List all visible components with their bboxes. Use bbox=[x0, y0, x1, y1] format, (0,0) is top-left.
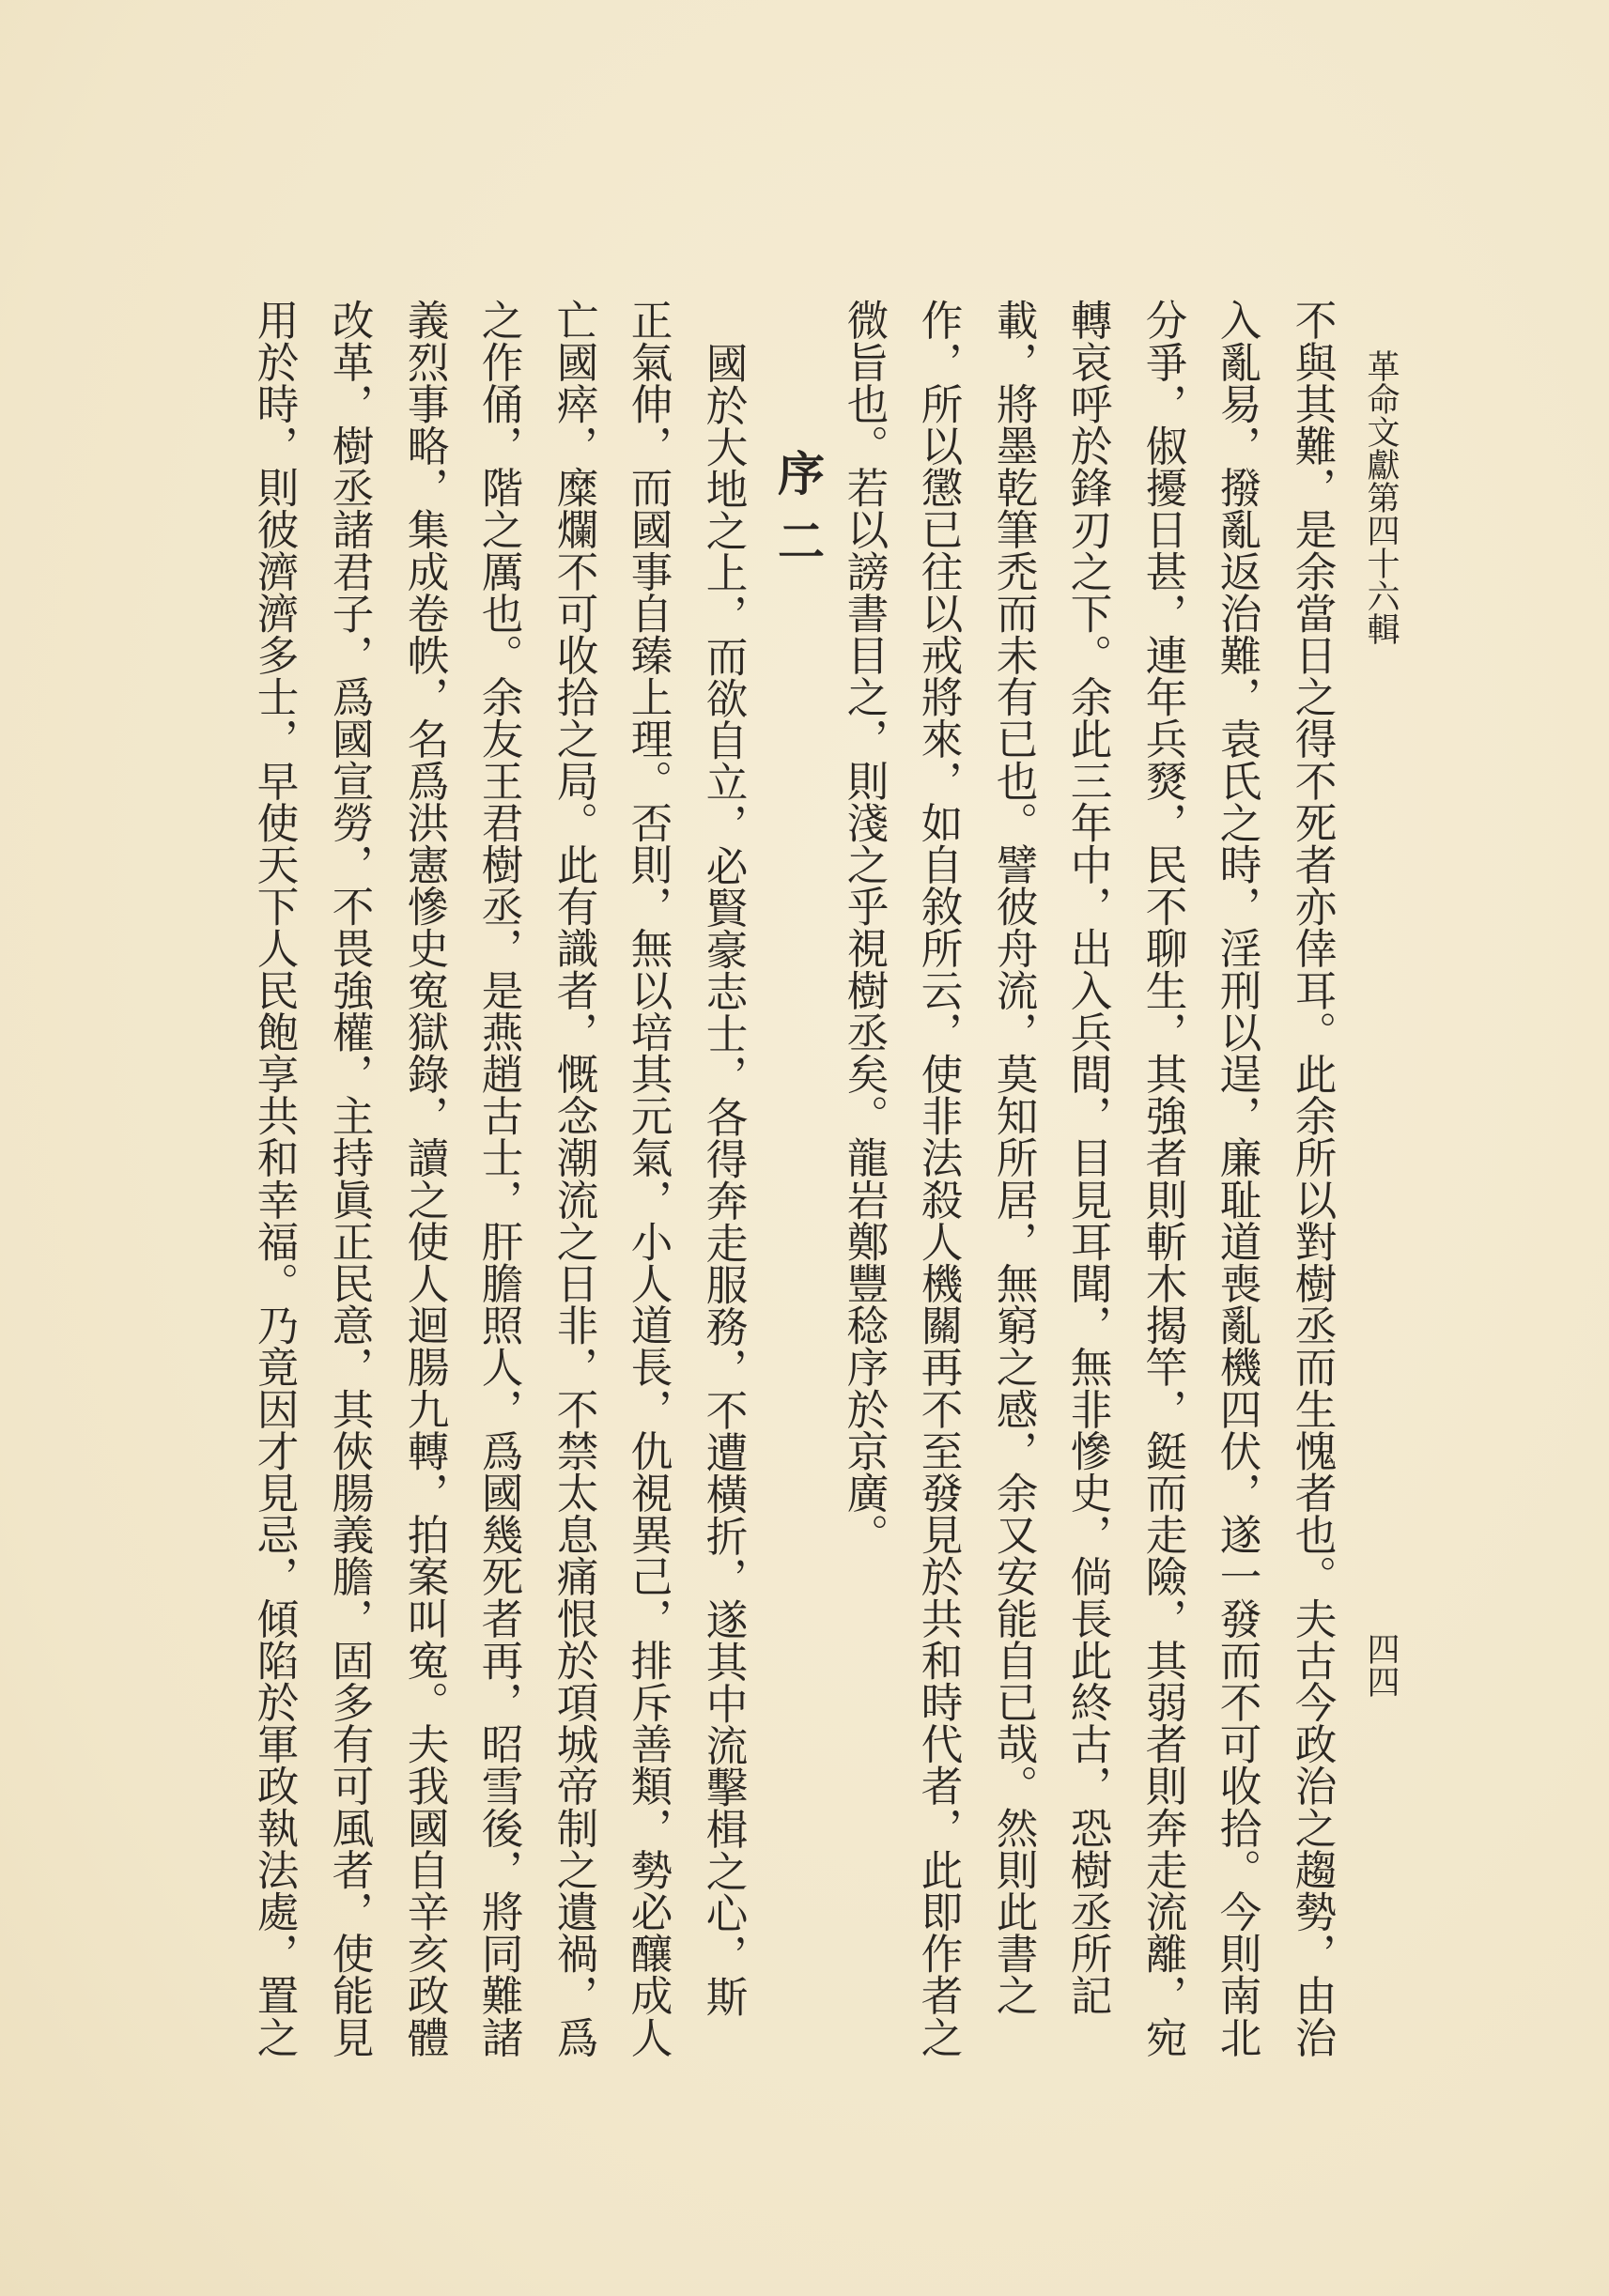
text-column-12: 義烈事略，集成卷帙，名爲洪憲慘史寃獄錄，讀之使人迴腸九轉，拍案叫寃。夫我國自辛亥政體 bbox=[400, 299, 449, 2058]
text-column-11: 之作俑，階之厲也。余友王君樹丞，是燕趙古士，肝膽照人，爲國幾死者再，昭雪後，將同難諸 bbox=[474, 299, 523, 2058]
text-column-6: 作，所以懲已往以戒將來，如自敘所云，使非法殺人機關再不至發見於共和時代者，此即作者之 bbox=[914, 299, 963, 2058]
text-column-1: 不與其難，是余當日之得不死者亦倖耳。此余所以對樹丞而生愧者也。夫古今政治之趨勢，由治 bbox=[1288, 299, 1337, 2058]
text-column-9: 正氣伸，而國事自臻上理。否則，無以培其元氣，小人道長，仇視異己，排斥善類，勢必釀成人 bbox=[624, 299, 673, 2058]
section-heading: 序二 bbox=[770, 449, 826, 584]
page-number: 四四 bbox=[1362, 1632, 1400, 1698]
text-column-3: 分爭，俶擾日甚，連年兵燹，民不聊生，其強者則斬木揭竿，鋌而走險，其弱者則奔走流離，宛 bbox=[1138, 299, 1187, 2058]
text-column-7: 微旨也。若以謗書目之，則淺之乎視樹丞矣。龍岩鄭豐稔序於京廣。 bbox=[840, 299, 889, 1555]
running-header-title: 革命文獻第四十六輯 bbox=[1362, 349, 1400, 645]
text-column-2: 入亂易，撥亂返治難，袁氏之時，淫刑以逞，廉耻道喪亂機四伏，遂一發而不可收拾。今則南北 bbox=[1213, 299, 1261, 2058]
text-column-13: 改革，樹丞諸君子，爲國宣勞，不畏強權，主持眞正民意，其俠腸義膽，固多有可風者，使能見 bbox=[325, 299, 374, 2058]
text-column-5: 載，將墨乾筆禿而未有已也。譬彼舟流，莫知所居，無窮之感，余又安能自已哉。然則此書之 bbox=[989, 299, 1038, 2016]
text-column-4: 轉哀呼於鋒刃之下。余此三年中，出入兵間，目見耳聞，無非慘史，倘長此終古，恐樹丞所記 bbox=[1063, 299, 1112, 2016]
text-column-8: 國於大地之上，而欲自立，必賢豪志士，各得奔走服務，不遭橫折，遂其中流擊楫之心，斯 bbox=[699, 342, 748, 2017]
text-column-14: 用於時，則彼濟濟多士，早使天下人民飽享共和幸福。乃竟因才見忌，傾陷於軍政執法處，置之 bbox=[250, 299, 299, 2058]
text-column-10: 亡國瘁，糜爛不可收拾之局。此有識者，慨念潮流之日非，不禁太息痛恨於項城帝制之遺禍，爲 bbox=[549, 299, 598, 2058]
